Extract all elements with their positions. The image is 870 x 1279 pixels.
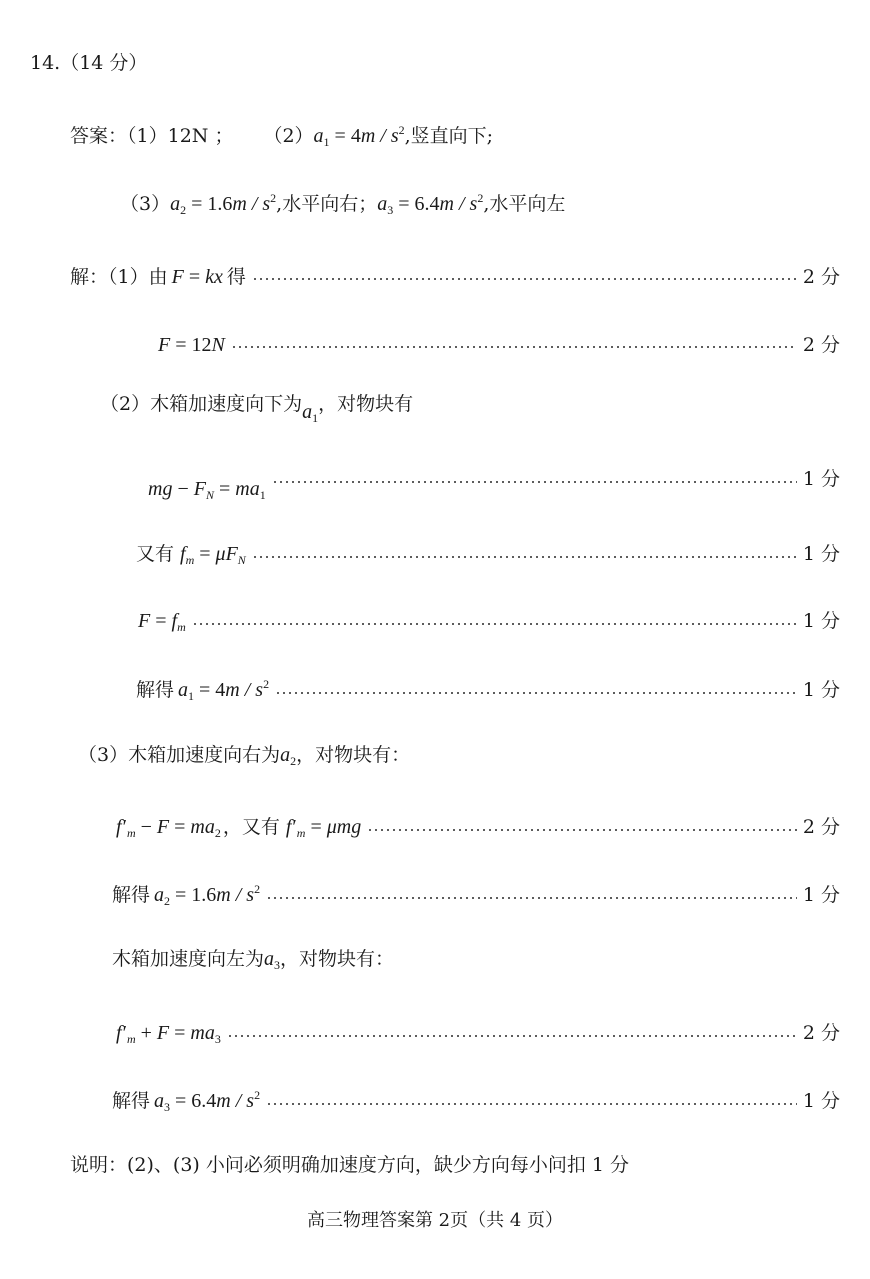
answer-label: 答案： (70, 125, 128, 147)
part2-intro (100, 395, 413, 424)
part3-tail: ，对物块有： (296, 744, 411, 766)
solution-step-8 (112, 880, 840, 909)
part3-text: （3）木箱加速度向右为 (78, 744, 281, 766)
solution-label: 解：（1）由 (70, 266, 168, 288)
solution-step-5 (138, 606, 840, 635)
a1-symbol: $a_1$ (302, 401, 319, 425)
score-9: 2 分 (802, 1022, 840, 1044)
left-accel-intro (112, 949, 394, 971)
page-footer: 高三物理答案第 2页（共 4 页） (306, 1210, 564, 1231)
answer-line-2: $(3)a_2 = 1.6m / s^2$,水平向右；$a_3 = 6.4m / s^2$,水平向左 (120, 191, 566, 217)
leader-dots (367, 829, 797, 831)
answer-a1-formula: $a_1 = 4m / s^2$ (313, 123, 405, 149)
formula-a3-result: $a_3 = 6.4m / s^2$ (154, 1088, 261, 1114)
score-4: 1 分 (802, 543, 840, 565)
solution-step-9 (116, 1018, 840, 1047)
question-header (30, 54, 147, 73)
answer-part1: （1）12N ； (127, 125, 234, 147)
formula-f-value: F = 12N (158, 334, 225, 356)
formula-newton-right: $f'_m - F = ma_2$ (116, 816, 221, 840)
solution-step-4 (136, 539, 840, 568)
leader-dots (275, 692, 797, 694)
score-3: 1 分 (802, 468, 840, 490)
formula-newton-down: mg − $F_N = ma_1$ (148, 478, 266, 502)
leader-dots (252, 556, 797, 558)
score-6: 1 分 (802, 679, 840, 701)
left-accel-text: 木箱加速度向左为 (112, 948, 265, 970)
answer-part2-label: （2） (263, 125, 314, 147)
formula-newton-left: $f'_m + F = ma_3$ (116, 1022, 221, 1046)
score-7: 2 分 (802, 816, 840, 838)
part2-tail: ，对物块有 (318, 393, 414, 415)
solution-step-2 (158, 330, 840, 357)
de-text: 得 (226, 266, 246, 288)
solution-step-6 (136, 675, 840, 704)
leader-dots (227, 1035, 797, 1037)
score-2: 2 分 (802, 334, 840, 356)
leader-dots (231, 346, 797, 348)
solution-step-1 (70, 262, 840, 289)
solution-step-3 (148, 464, 840, 502)
youyou-text: 又有 (136, 543, 175, 565)
jiede-text: 解得 (112, 884, 151, 906)
answer-line-1: 答案：（1）12N ； $(2)a_1 = 4m / s^2$,竖直向下; (70, 123, 494, 149)
solution-step-10 (112, 1086, 840, 1115)
answer-part3-label: （3） (120, 193, 171, 215)
part2-text: （2）木箱加速度向下为 (100, 393, 303, 415)
answer-a3-formula: $a_3 = 6.4m / s^2$ (377, 191, 484, 217)
answer-a3-direction: 水平向左 (489, 193, 566, 215)
jiede-text: 解得 (136, 679, 175, 701)
leader-dots (192, 623, 797, 625)
scoring-note: 说明：(2)、(3) 小问必须明确加速度方向，缺少方向每小问扣 1 分 (70, 1154, 630, 1176)
formula-hooke: F = kx (171, 266, 223, 288)
part3-intro (78, 745, 410, 767)
score-8: 1 分 (802, 884, 840, 906)
formula-a1-result: $a_1 = 4m / s^2$ (178, 677, 270, 703)
answer-part2-direction: 竖直向下; (410, 125, 494, 147)
formula-friction-max: $f_m = \mu F_N$ (180, 543, 246, 567)
score-10: 1 分 (802, 1090, 840, 1112)
score-1: 2 分 (802, 266, 840, 288)
score-5: 1 分 (802, 610, 840, 632)
formula-friction-prime: $f'_m = \mu mg$ (285, 816, 362, 840)
leader-dots (266, 897, 797, 899)
solution-step-7 (116, 812, 840, 841)
a2-symbol: $a_2$ (280, 744, 297, 768)
a3-symbol: $a_3$ (264, 948, 281, 972)
leader-dots (252, 278, 797, 280)
left-accel-tail: ，对物块有： (280, 948, 395, 970)
answer-a2-direction: 水平向右； (282, 193, 378, 215)
leader-dots (266, 1103, 797, 1105)
formula-f-equals-fm: $F = f_m$ (138, 610, 186, 634)
leader-dots (272, 481, 797, 483)
youyou-text-2: ，又有 (222, 816, 280, 838)
jiede-text: 解得 (112, 1090, 151, 1112)
question-number: 14. (30, 52, 61, 74)
answer-a2-formula: $a_2 = 1.6m / s^2$ (170, 191, 277, 217)
question-points: （14 分） (60, 52, 148, 74)
formula-a2-result: $a_2 = 1.6m / s^2$ (154, 882, 261, 908)
